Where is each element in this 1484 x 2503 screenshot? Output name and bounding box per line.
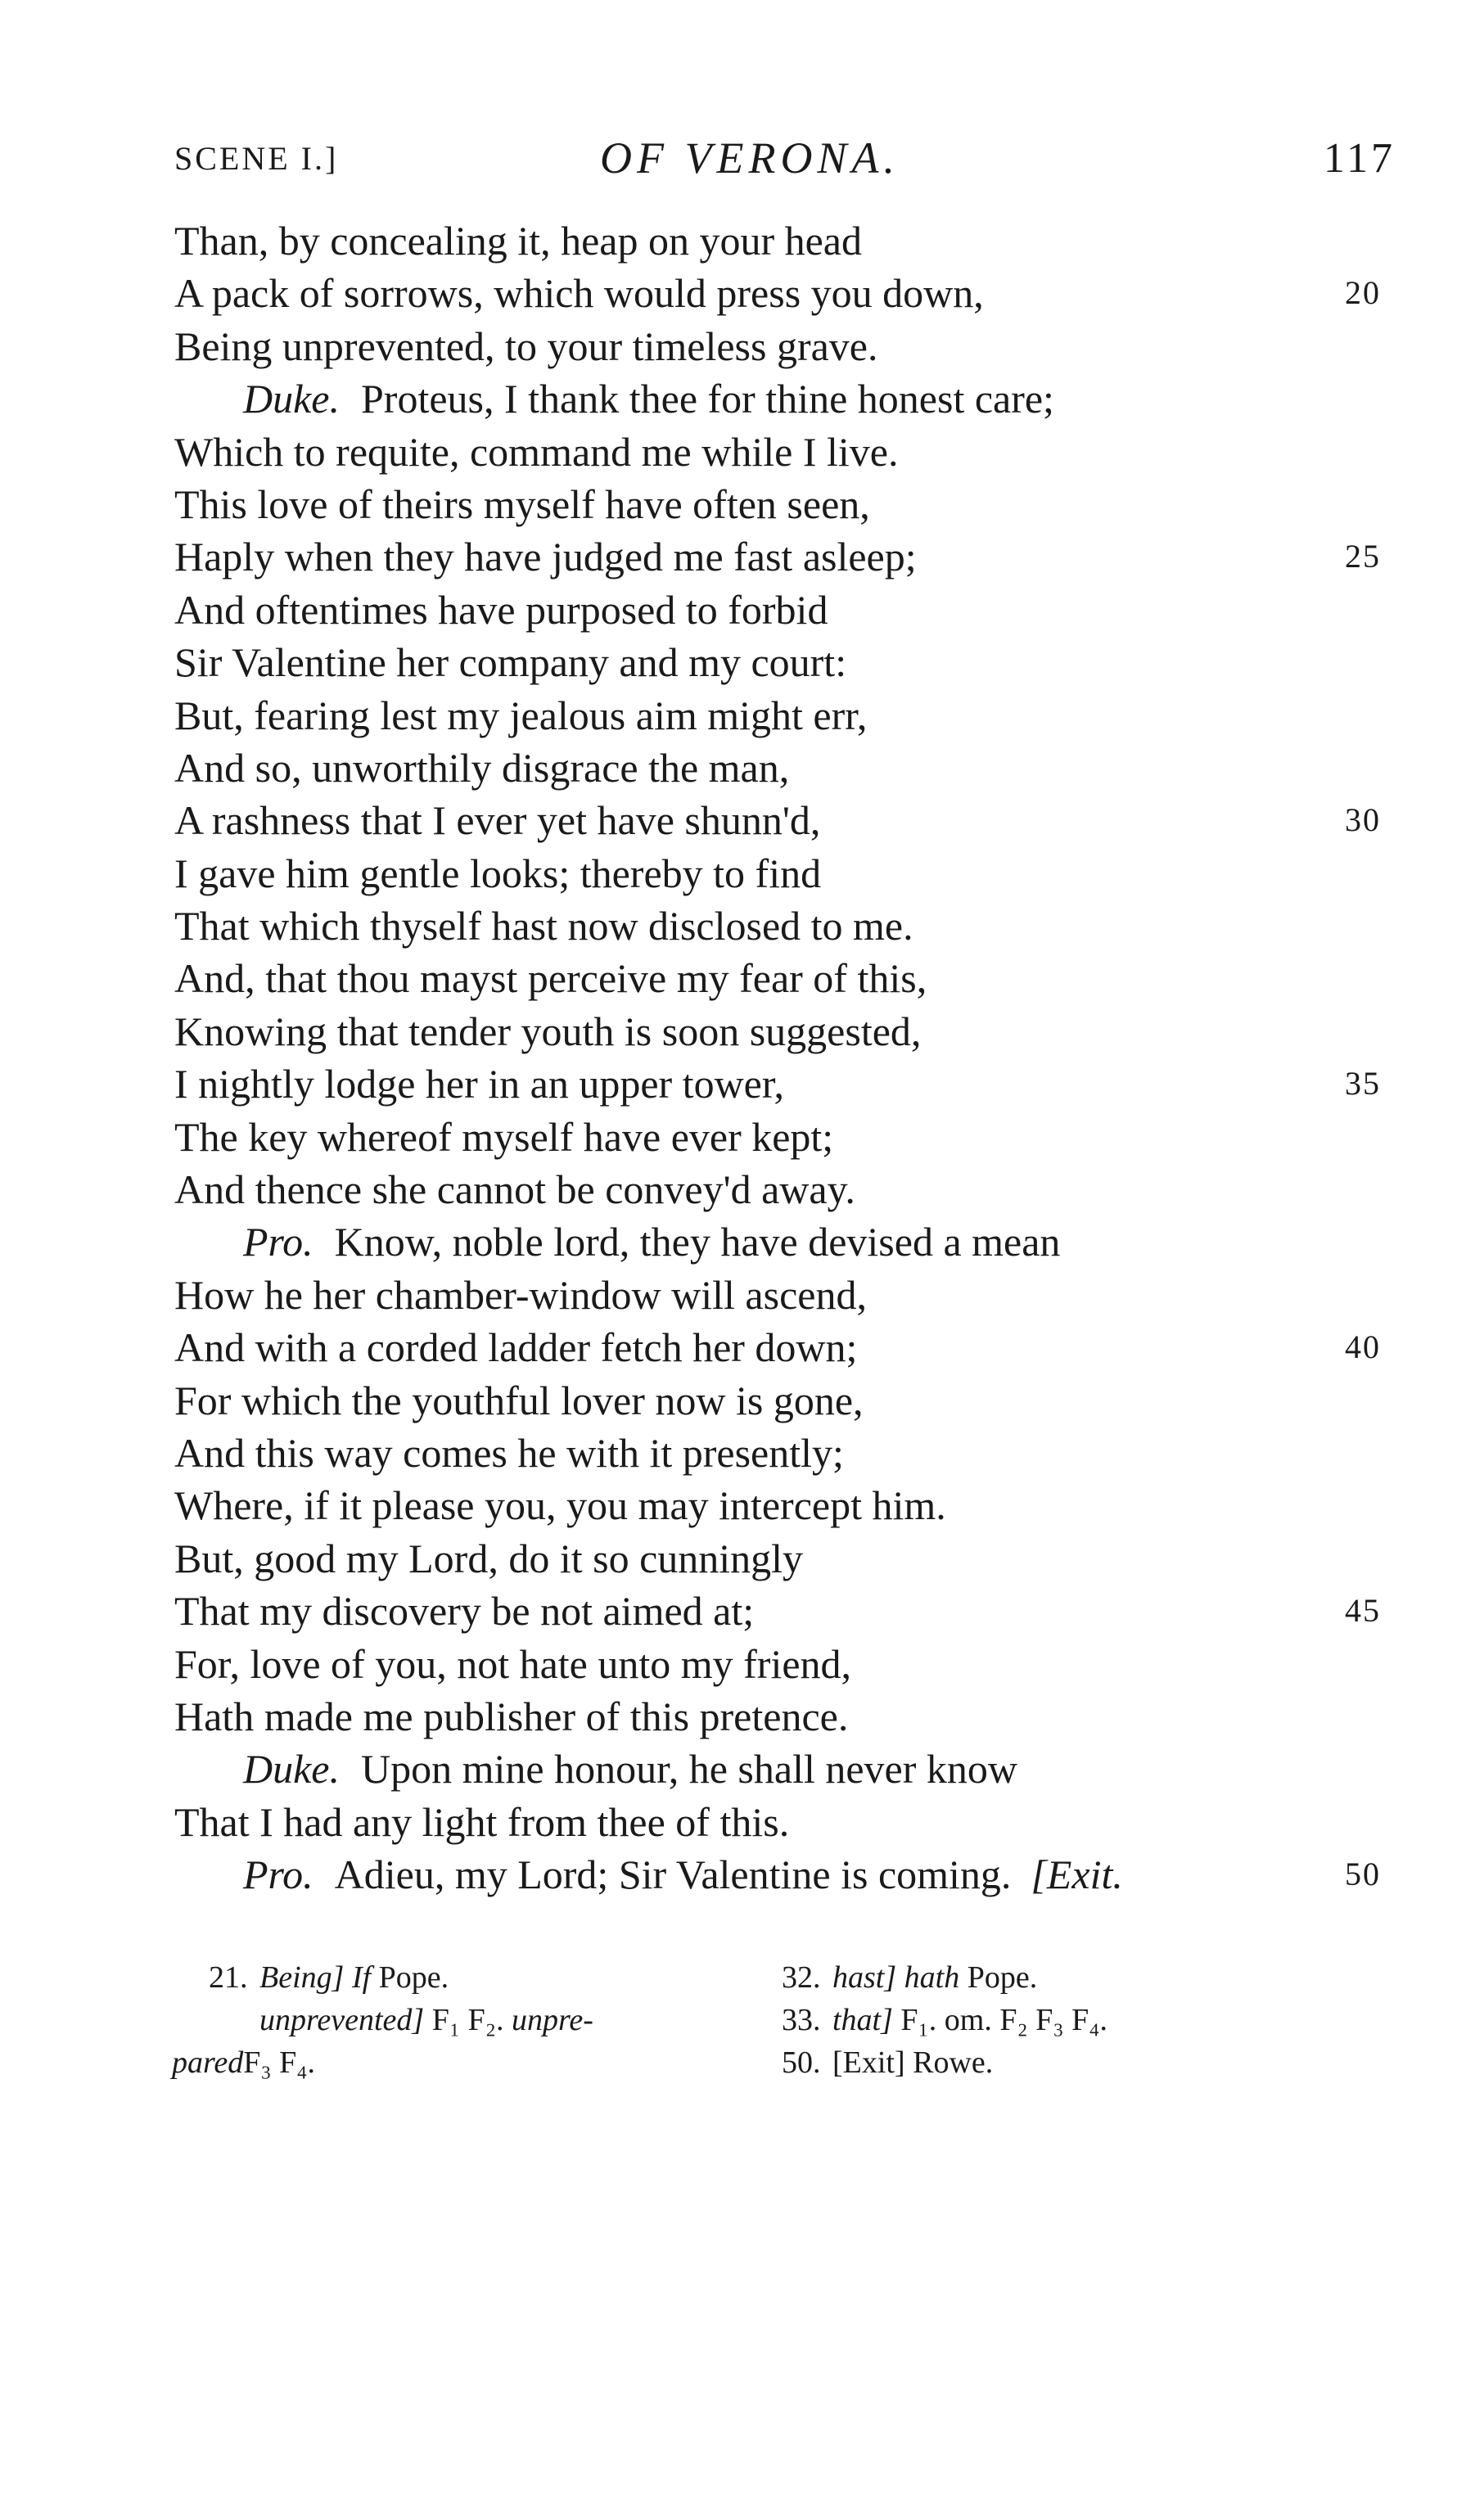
line-number: 20 [1345, 274, 1381, 312]
verse-line [174, 1058, 1402, 1110]
line-number: 50 [1345, 1856, 1381, 1893]
line-number: 40 [1345, 1328, 1381, 1366]
verse-text: Hath made me publisher of this pretence. [174, 1693, 849, 1739]
verse-text: How he her chamber-window will ascend, [174, 1271, 867, 1318]
verse-text: And thence she cannot be convey'd away. [174, 1166, 855, 1213]
verse-text: Where, if it please you, you may intercept him. [174, 1482, 946, 1529]
verse-text: I nightly lodge her in an upper tower, [174, 1061, 785, 1107]
verse-line [174, 214, 1402, 267]
footnote [782, 1999, 1355, 2041]
verse-text: That which thyself hast now disclosed to me. [174, 903, 913, 949]
footnote [209, 1999, 782, 2041]
speaker-name: Pro. [243, 1851, 313, 1898]
verse-line [174, 1215, 1402, 1268]
verse-text: But, good my Lord, do it so cunningly [174, 1535, 804, 1581]
verse-text: And so, unworthily disgrace the man, [174, 744, 790, 791]
verse-text: A pack of sorrows, which would press you down, [174, 270, 984, 317]
verse-line [174, 1585, 1402, 1637]
verse-text: Adieu, my Lord; Sir Valentine is coming. [334, 1851, 1012, 1898]
verse-text: But, fearing lest my jealous aim might err, [174, 692, 868, 738]
verse-text: And, that thou mayst perceive my fear of this, [174, 955, 927, 1002]
footnote-reading: hath [904, 1960, 960, 1995]
verse-text: Know, noble lord, they have devised a mean [334, 1219, 1061, 1265]
footnote-number: 33. [782, 2003, 821, 2037]
verse-line [174, 847, 1402, 900]
footnote-source: Pope. [959, 1960, 1038, 1995]
verse-text: Being unprevented, to your timeless grave. [174, 322, 878, 369]
verse-text: Upon mine honour, he shall never know [361, 1746, 1018, 1793]
verse-text: Than, by concealing it, heap on your head [174, 218, 862, 264]
verse-line [174, 900, 1402, 952]
line-number: 25 [1345, 538, 1381, 575]
verse-text: The key whereof myself have ever kept; [174, 1113, 834, 1160]
verse-text: And oftentimes have purposed to forbid [174, 586, 828, 633]
verse-line [174, 1005, 1402, 1058]
verse-line [174, 1743, 1402, 1795]
verse-text: Knowing that tender youth is soon suggested, [174, 1008, 922, 1054]
page-number: 117 [1323, 135, 1396, 182]
verse-text: And with a corded ladder fetch her down; [174, 1324, 858, 1371]
verse-text: I gave him gentle looks; thereby to find [174, 850, 822, 896]
verse-line [174, 636, 1402, 688]
verse-line [174, 1479, 1402, 1531]
line-number: 30 [1345, 801, 1381, 839]
footnote-lemma: Being] [259, 1960, 345, 1995]
verse-line [174, 689, 1402, 742]
verse-line [174, 794, 1402, 846]
verse-text: For which the youthful lover now is gone, [174, 1377, 864, 1423]
footnote-source: F₃ F₄. [243, 2045, 316, 2080]
verse-line [174, 1532, 1402, 1585]
speaker-name: Duke. [243, 1746, 340, 1793]
verse-line [174, 478, 1402, 530]
footnote-number: 32. [782, 1960, 821, 1995]
verse-line [174, 952, 1402, 1004]
verse-text: A rashness that I ever yet have shunn'd, [174, 797, 821, 844]
verse-line [174, 1374, 1402, 1427]
footnote-lemma: unprevented] [259, 2003, 425, 2037]
verse-line [174, 1269, 1402, 1321]
footnotes-left-column [172, 1956, 782, 2084]
verse-line [174, 742, 1402, 794]
verse-line [174, 1427, 1402, 1479]
running-title: OF VERONA. [600, 133, 900, 183]
verse-text: And this way comes he with it presently; [174, 1429, 844, 1476]
footnote [782, 1956, 1355, 1999]
verse-text: That my discovery be not aimed at; [174, 1588, 755, 1635]
footnote-source: F₁ F₂. [424, 2003, 504, 2037]
speaker-name: Pro. [243, 1219, 313, 1265]
footnote-lemma: pared [172, 2045, 244, 2080]
footnote [209, 1956, 782, 1999]
verse-line [174, 1848, 1402, 1901]
verse-line [174, 320, 1402, 372]
footnote-number: 21. [209, 1960, 248, 1995]
verse-text: Which to requite, command me while I live. [174, 428, 899, 475]
footnote-lemma: hast] [832, 1960, 897, 1995]
footnote-variant: unpre- [511, 2003, 593, 2037]
footnote [782, 2041, 1355, 2084]
verse-line [174, 1796, 1402, 1848]
footnote-source: F₁. om. F₂ F₃ F₄. [892, 2003, 1107, 2037]
verse-line [174, 267, 1402, 319]
verse-text: For, love of you, not hate unto my friend, [174, 1640, 852, 1687]
footnote-reading: If [351, 1960, 372, 1995]
verse-line [174, 1690, 1402, 1743]
running-header [174, 133, 1396, 190]
line-number: 45 [1345, 1592, 1381, 1630]
verse-line [174, 584, 1402, 636]
footnote-source: Pope. [371, 1960, 449, 1995]
line-number: 35 [1345, 1065, 1381, 1103]
verse-text: Sir Valentine her company and my court: [174, 639, 847, 686]
footnote-lemma: that] [832, 2003, 893, 2037]
verse-line [174, 426, 1402, 478]
verse-text: Proteus, I thank thee for thine honest care; [361, 376, 1054, 422]
verse-line [174, 372, 1402, 425]
footnote-number: 50. [782, 2045, 821, 2080]
verse-line [174, 1163, 1402, 1215]
verse-text: Haply when they have judged me fast asleep; [174, 534, 917, 580]
scene-label: SCENE I.] [174, 140, 339, 177]
speaker-name: Duke. [243, 376, 340, 422]
verse-line [174, 530, 1402, 583]
verse-line [174, 1321, 1402, 1373]
verse-line [174, 1111, 1402, 1163]
verse-block [174, 214, 1402, 1901]
verse-text: This love of theirs myself have often seen, [174, 480, 870, 527]
footnotes-right-column [782, 1956, 1355, 2084]
verse-line [174, 1638, 1402, 1690]
verse-text: That I had any light from thee of this. [174, 1798, 790, 1845]
footnote [172, 2041, 782, 2084]
footnote-source: [Exit] Rowe. [832, 2045, 994, 2080]
stage-direction: [Exit. [1031, 1851, 1123, 1898]
